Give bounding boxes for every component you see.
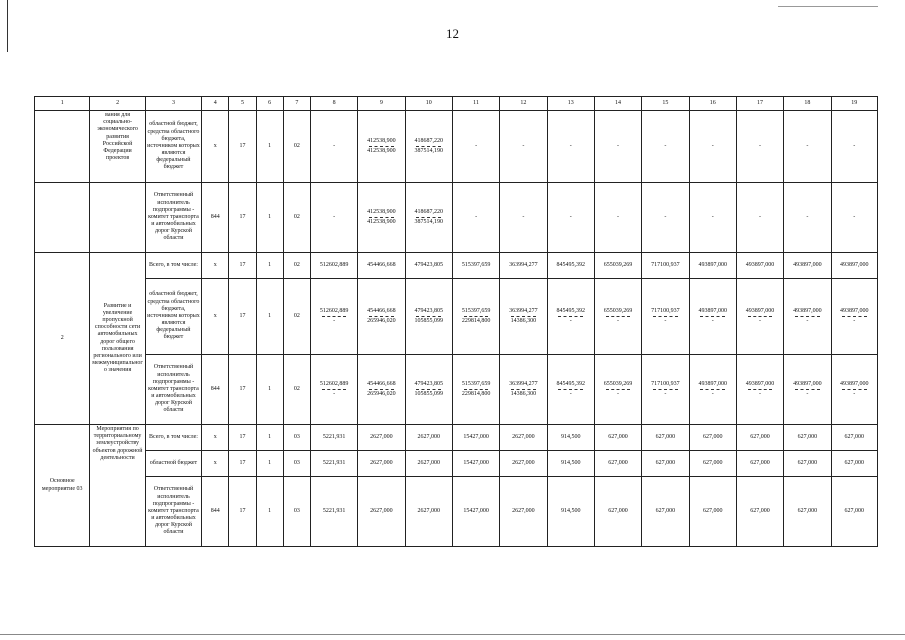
value-bottom: - [333,318,336,324]
column-number: 7 [283,97,310,111]
dashed-separator [369,389,394,390]
column-number: 13 [547,97,594,111]
value-bottom: - [617,318,620,324]
value-cell: 627,000 [831,477,877,547]
dashed-separator [748,316,773,317]
dashed-separator [558,389,583,390]
cell-c19: - [831,183,877,253]
cell-c3: областной бюджет, средства областного бюджета, источником которых являются федеральный бюджет [145,111,201,183]
cell-c6: 1 [256,279,283,355]
cell-c4: х [202,451,229,477]
cell-c4: х [202,111,229,183]
value-top: 655039,269 [603,307,633,314]
value-cell: 914,500 [547,451,594,477]
value-cell [452,279,499,355]
value-cell [452,355,499,425]
value-top: 493897,000 [745,380,775,387]
value-bottom: 412538,900 [367,148,396,154]
table-row [35,253,878,279]
value-cell [736,279,783,355]
cell-c3: Всего, в том числе: [145,253,201,279]
dashed-separator [322,316,347,317]
value-cell [405,355,452,425]
dashed-separator [700,389,725,390]
value-bottom: - [806,391,809,397]
value-cell: 914,500 [547,425,594,451]
cell-c7: 02 [283,253,310,279]
value-cell: 493897,000 [831,253,877,279]
value-cell: 454466,668 [358,253,405,279]
column-number: 14 [594,97,641,111]
cell-c3: областной бюджет, средства областного бюджета, источником которых являются федеральный бюджет [145,279,201,355]
value-cell [642,355,689,425]
value-bottom: 265946,020 [367,318,396,324]
dashed-separator [464,389,489,390]
value-top: 515397,659 [461,307,491,314]
value-cell [547,355,594,425]
cell-c7: 03 [283,425,310,451]
dashed-separator [322,389,347,390]
value-top: 655039,269 [603,380,633,387]
cell-c15: - [642,183,689,253]
value-cell: 2627,000 [500,451,547,477]
value-bottom: 387514,190 [414,219,443,225]
cell-c2 [90,183,145,253]
cell-c8: - [310,111,357,183]
cell-c5: 17 [229,279,256,355]
value-top: 493897,000 [793,307,822,314]
dashed-separator [653,316,678,317]
column-number: 5 [229,97,256,111]
column-number: 9 [358,97,405,111]
cell-c5: 17 [229,253,256,279]
value-cell: 914,500 [547,477,594,547]
value-top: 454466,668 [367,380,396,387]
cell-c17: - [736,111,783,183]
value-cell: 5221,931 [310,477,357,547]
value-top: 512602,889 [319,307,349,314]
cell-c1 [35,111,90,183]
value-cell: 627,000 [642,477,689,547]
value-bottom: - [617,391,620,397]
value-cell: 627,000 [689,425,736,451]
value-cell [358,183,405,253]
value-cell [594,355,641,425]
value-cell: 627,000 [594,425,641,451]
value-cell [689,355,736,425]
value-cell [642,279,689,355]
cell-c6: 1 [256,477,283,547]
dashed-separator [464,316,489,317]
value-top: 512602,889 [319,380,349,387]
cell-c12: - [500,183,547,253]
dashed-separator [842,389,867,390]
value-cell [831,279,877,355]
cell-c4: 844 [202,477,229,547]
value-top: 845495,392 [556,380,585,387]
value-cell: 627,000 [594,451,641,477]
cell-c5: 17 [229,111,256,183]
cell-c5: 17 [229,183,256,253]
value-top: 717100,937 [651,380,680,387]
value-cell: 627,000 [736,477,783,547]
value-bottom: - [759,391,762,397]
cell-c3: Ответственный исполнитель подпрограммы - комитет транспорта и автомобильных дорог Курской области [145,183,201,253]
cell-c17: - [736,183,783,253]
cell-c19: - [831,111,877,183]
cell-c13: - [547,111,594,183]
value-bottom: - [759,318,762,324]
dashed-separator [511,389,536,390]
value-cell [500,355,547,425]
value-top: 493897,000 [698,380,727,387]
dashed-separator [842,316,867,317]
value-cell: 627,000 [831,425,877,451]
dashed-separator [558,316,583,317]
value-bottom: 14386,300 [510,318,537,324]
value-bottom: 105855,099 [414,318,443,324]
cell-c5: 17 [229,355,256,425]
cell-c3: Ответственный исполнитель подпрограммы - комитет транспорта и автомобильных дорог Курской области [145,355,201,425]
value-cell: 363994,277 [500,253,547,279]
value-cell: 627,000 [736,425,783,451]
value-bottom: 387514,190 [414,148,443,154]
value-bottom: - [664,391,667,397]
value-bottom: - [711,391,714,397]
value-cell [405,183,452,253]
cell-c6: 1 [256,425,283,451]
value-cell: 512602,889 [310,253,357,279]
cell-c3: областной бюджет [145,451,201,477]
dashed-separator [795,316,820,317]
cell-c7: 03 [283,477,310,547]
cell-c4: 844 [202,183,229,253]
value-cell: 627,000 [736,451,783,477]
value-top: 479423,805 [414,380,443,387]
measure-name: Развитие и увеличение пропускной способности сети автомобильных дорог общего пользования регионального или межмуниципального значения [90,253,145,425]
value-cell: 2627,000 [500,477,547,547]
header-row [35,97,878,111]
scan-edge-mark [778,6,878,7]
value-top: 454466,668 [367,307,396,314]
value-cell [831,355,877,425]
cell-c4: х [202,253,229,279]
value-cell: 717100,937 [642,253,689,279]
cell-c14: - [594,183,641,253]
value-top: 493897,000 [745,307,775,314]
value-cell [358,111,405,183]
value-cell [405,279,452,355]
value-top: 418687,220 [414,208,443,215]
cell-c13: - [547,183,594,253]
value-cell: 655039,269 [594,253,641,279]
value-cell: 2627,000 [358,451,405,477]
table-row [35,355,878,425]
value-cell: 5221,931 [310,451,357,477]
value-cell: 627,000 [831,451,877,477]
value-cell: 627,000 [642,425,689,451]
cell-c4: 844 [202,355,229,425]
value-top: 363994,277 [509,380,538,387]
value-cell: 845495,392 [547,253,594,279]
dashed-separator [511,316,536,317]
cell-c6: 1 [256,253,283,279]
dashed-separator [416,146,441,147]
cell-c8: - [310,183,357,253]
value-top: 418687,220 [414,137,443,144]
value-top: 363994,277 [509,307,538,314]
value-cell: 5221,931 [310,425,357,451]
value-bottom: - [806,318,809,324]
cell-c4: х [202,425,229,451]
dashed-separator [795,389,820,390]
cell-c1 [35,183,90,253]
value-top: 493897,000 [840,307,869,314]
value-cell: 479423,805 [405,253,452,279]
column-number: 4 [202,97,229,111]
value-cell: 2627,000 [358,425,405,451]
value-cell [547,279,594,355]
column-number: 1 [35,97,90,111]
value-cell: 2627,000 [500,425,547,451]
value-cell [784,355,831,425]
cell-c7: 02 [283,183,310,253]
dashed-separator [369,217,394,218]
value-cell [358,355,405,425]
cell-c18: - [784,111,831,183]
value-bottom: 265946,020 [367,391,396,397]
measure-name: Мероприятия по территориальному землеустройству объектов дорожной деятельности [90,425,145,547]
value-cell [405,111,452,183]
dashed-separator [606,316,631,317]
value-top: 717100,937 [651,307,680,314]
cell-c6: 1 [256,355,283,425]
value-bottom: 412538,900 [367,219,396,225]
row-number: 2 [35,253,90,425]
cell-c2: вания для социально-экономического развития Российской Федерации проектов [90,111,145,183]
value-cell: 493897,000 [784,253,831,279]
table-row [35,183,878,253]
value-bottom: - [853,391,856,397]
value-bottom: 14386,300 [510,391,537,397]
cell-c5: 17 [229,451,256,477]
value-bottom: - [853,318,856,324]
value-cell: 15427,000 [452,477,499,547]
value-cell: 627,000 [784,451,831,477]
cell-c6: 1 [256,451,283,477]
value-top: 845495,392 [556,307,585,314]
dashed-separator [606,389,631,390]
value-top: 493897,000 [840,380,869,387]
value-bottom: - [569,391,572,397]
column-number: 19 [831,97,877,111]
value-cell: 2627,000 [405,451,452,477]
column-number: 10 [405,97,452,111]
cell-c6: 1 [256,111,283,183]
column-number: 3 [145,97,201,111]
value-top: 493897,000 [698,307,727,314]
dashed-separator [653,389,678,390]
value-cell: 627,000 [784,425,831,451]
value-cell [310,279,357,355]
cell-c6: 1 [256,183,283,253]
value-cell: 493897,000 [689,253,736,279]
value-cell: 15427,000 [452,425,499,451]
table-row [35,279,878,355]
cell-c7: 03 [283,451,310,477]
cell-c5: 17 [229,425,256,451]
dashed-separator [748,389,773,390]
cell-c3: Всего, в том числе: [145,425,201,451]
value-top: 493897,000 [793,380,822,387]
value-cell [310,355,357,425]
value-cell: 2627,000 [358,477,405,547]
value-bottom: - [333,391,336,397]
table-row [35,451,878,477]
cell-c5: 17 [229,477,256,547]
value-cell: 627,000 [689,451,736,477]
value-bottom: 229814,800 [461,391,491,397]
column-number: 18 [784,97,831,111]
value-top: 412538,900 [367,208,396,215]
value-cell: 2627,000 [405,477,452,547]
cell-c3: Ответственный исполнитель подпрограммы - комитет транспорта и автомобильных дорог Курской области [145,477,201,547]
cell-c15: - [642,111,689,183]
cell-c16: - [689,183,736,253]
value-cell [594,279,641,355]
page-number: 12 [446,26,459,41]
dashed-separator [369,146,394,147]
value-bottom: - [569,318,572,324]
value-cell: 627,000 [594,477,641,547]
value-bottom: - [664,318,667,324]
column-number: 16 [689,97,736,111]
value-cell: 493897,000 [736,253,783,279]
value-cell [358,279,405,355]
cell-c11: - [452,111,499,183]
row-number: Основное мероприятие 03 [35,425,90,547]
value-cell [736,355,783,425]
dashed-separator [700,316,725,317]
column-number: 11 [452,97,499,111]
value-cell: 515397,659 [452,253,499,279]
value-top: 515397,659 [461,380,491,387]
value-cell [689,279,736,355]
value-bottom: 105855,099 [414,391,443,397]
cell-c7: 02 [283,111,310,183]
value-cell: 627,000 [784,477,831,547]
table-row [35,111,878,183]
value-top: 412538,900 [367,137,396,144]
value-cell: 2627,000 [405,425,452,451]
cell-c16: - [689,111,736,183]
value-cell: 15427,000 [452,451,499,477]
dashed-separator [416,217,441,218]
column-number: 12 [500,97,547,111]
value-cell: 627,000 [689,477,736,547]
cell-c14: - [594,111,641,183]
cell-c7: 02 [283,279,310,355]
value-top: 479423,805 [414,307,443,314]
scan-edge-mark [0,634,905,635]
value-cell: 627,000 [642,451,689,477]
column-number: 2 [90,97,145,111]
column-number: 15 [642,97,689,111]
cell-c11: - [452,183,499,253]
cell-c12: - [500,111,547,183]
cell-c7: 02 [283,355,310,425]
cell-c18: - [784,183,831,253]
cell-c4: х [202,279,229,355]
column-number: 17 [736,97,783,111]
value-cell [784,279,831,355]
dashed-separator [416,316,441,317]
value-cell [500,279,547,355]
column-number: 6 [256,97,283,111]
table-row [35,477,878,547]
table-row [35,425,878,451]
value-bottom: 229814,800 [461,318,491,324]
budget-table [34,96,878,547]
value-bottom: - [711,318,714,324]
dashed-separator [416,389,441,390]
dashed-separator [369,316,394,317]
column-number: 8 [310,97,357,111]
